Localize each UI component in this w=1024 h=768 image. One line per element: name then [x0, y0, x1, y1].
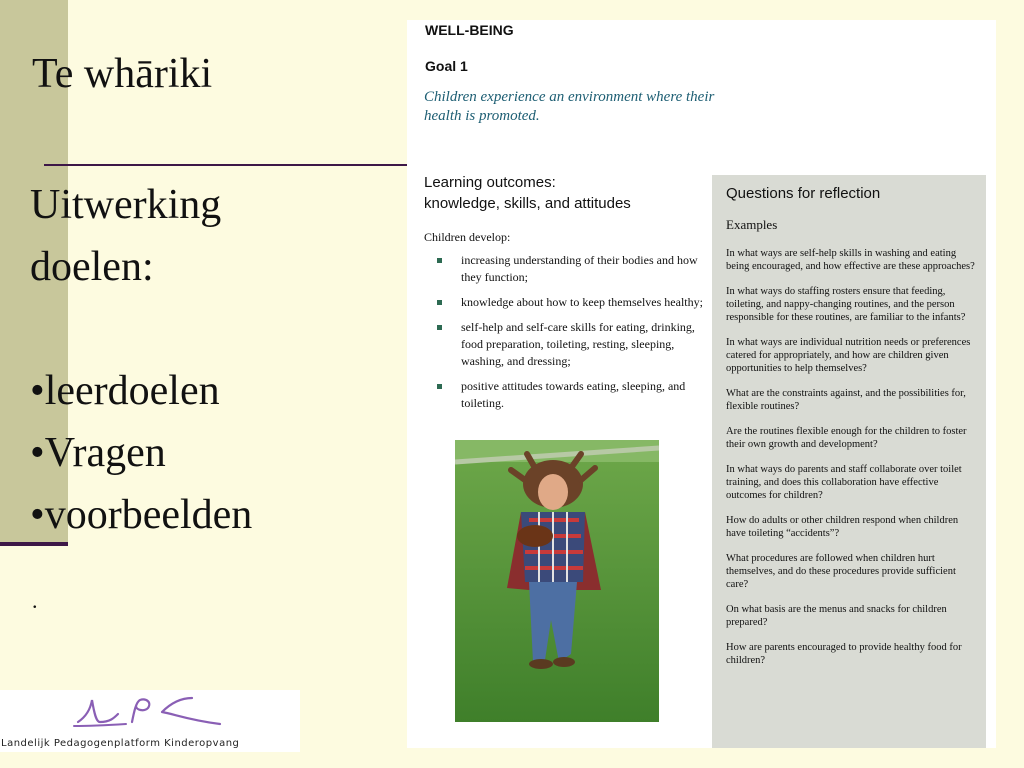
- trailing-dot: .: [32, 588, 38, 613]
- outcome-text: increasing understanding of their bodies and how they function;: [461, 253, 698, 284]
- question-item: How are parents encouraged to provide healthy food for children?: [726, 642, 962, 666]
- examples-label: Examples: [726, 217, 778, 232]
- square-bullet-icon: [437, 384, 442, 389]
- lpk-logo-mark: [70, 692, 230, 736]
- list-item: [435, 252, 705, 286]
- subtitle-line-1: Uitwerking: [30, 182, 222, 228]
- square-bullet-icon: [437, 258, 442, 263]
- list-item: [435, 294, 705, 311]
- square-bullet-icon: [437, 300, 442, 305]
- outcome-text: self-help and self-care skills for eating, drinking, food preparation, toileting, resting, sleeping, washing, and dressing;: [461, 320, 695, 368]
- child-running-photo: [455, 440, 659, 722]
- bullet-leerdoelen: •leerdoelen: [30, 368, 220, 414]
- title-divider-rule: [44, 164, 410, 166]
- question-item: What are the constraints against, and the possibilities for, flexible routines?: [726, 388, 966, 412]
- learning-outcomes-line-2: knowledge, skills, and attitudes: [424, 195, 631, 212]
- bullet-voorbeelden: •voorbeelden: [30, 492, 253, 538]
- slide-title: Te whāriki: [32, 51, 213, 97]
- bullet-vragen: •Vragen: [30, 430, 166, 476]
- question-item: On what basis are the menus and snacks for children prepared?: [726, 604, 947, 628]
- subtitle-line-2: doelen:: [30, 244, 154, 290]
- question-item: In what ways do parents and staff collaborate over toilet training, and does this collaboration have effective outcomes for children?: [726, 464, 962, 501]
- questions-list: [726, 247, 978, 679]
- question-item: Are the routines flexible enough for the children to foster their own growth and development?: [726, 426, 967, 450]
- lpk-logo: [0, 690, 300, 752]
- outcome-text: positive attitudes towards eating, sleeping, and toileting.: [461, 379, 686, 410]
- question-item: In what ways do staffing rosters ensure that feeding, toileting, and nappy-changing routines, and the person responsible for these routines, are familiar to the infants?: [726, 286, 966, 323]
- doc-section-heading: WELL-BEING: [425, 22, 514, 38]
- blank-line: [30, 298, 252, 360]
- learning-outcomes-list: [435, 252, 705, 420]
- logo-caption: Landelijk Pedagogenplatform Kinderopvang: [1, 738, 240, 749]
- doc-goal-label: Goal 1: [425, 58, 468, 74]
- question-item: What procedures are followed when children hurt themselves, and do these procedures provide sufficient care?: [726, 553, 956, 590]
- learning-outcomes-line-1: Learning outcomes:: [424, 174, 556, 191]
- document-scan: [407, 20, 996, 748]
- square-bullet-icon: [437, 325, 442, 330]
- doc-goal-text: Children experience an environment where their health is promoted.: [424, 89, 715, 124]
- question-item: How do adults or other children respond when children have toileting “accidents”?: [726, 515, 959, 539]
- question-item: In what ways are individual nutrition needs or preferences catered for appropriately, and how are children given opportunities to help themselves?: [726, 337, 971, 374]
- list-item: [435, 378, 705, 412]
- questions-panel: [712, 175, 986, 748]
- outcome-text: knowledge about how to keep themselves healthy;: [461, 295, 703, 309]
- learning-outcomes-heading: [424, 172, 631, 214]
- questions-heading: Questions for reflection: [726, 185, 881, 202]
- slide-body: [30, 174, 252, 546]
- list-item: [435, 319, 705, 370]
- question-item: In what ways are self-help skills in washing and eating being encouraged, and how effective are these approaches?: [726, 248, 975, 272]
- children-develop-label: Children develop:: [424, 230, 511, 244]
